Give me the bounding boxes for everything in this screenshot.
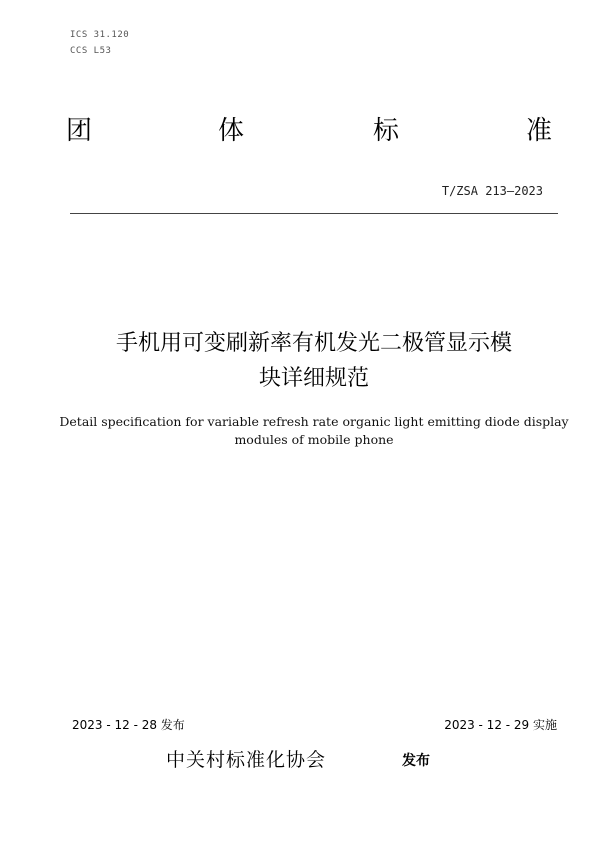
title-en-line-2: modules of mobile phone (234, 432, 394, 447)
header-divider (70, 213, 558, 214)
header-char-1: 团 (66, 116, 93, 146)
publish-date: 2023 - 12 - 28 发布 (72, 718, 185, 732)
ccs-code: CCS L53 (70, 46, 112, 56)
publisher-action: 发布 (402, 753, 430, 769)
standard-number: T/ZSA 213—2023 (441, 184, 543, 198)
header-char-2: 体 (218, 116, 245, 146)
title-zh-line-1: 手机用可变刷新率有机发光二极管显示模 (115, 331, 512, 356)
ics-code: ICS 31.120 (70, 30, 130, 40)
header-char-3: 标 (373, 116, 400, 146)
header-char-4: 准 (526, 116, 553, 146)
publisher-name: 中关村标准化协会 (166, 749, 327, 771)
title-zh-line-2: 块详细规范 (258, 366, 369, 391)
title-en-line-1: Detail specification for variable refresh rate organic light emitting diode display (59, 414, 569, 429)
effective-date: 2023 - 12 - 29 实施 (444, 718, 557, 732)
